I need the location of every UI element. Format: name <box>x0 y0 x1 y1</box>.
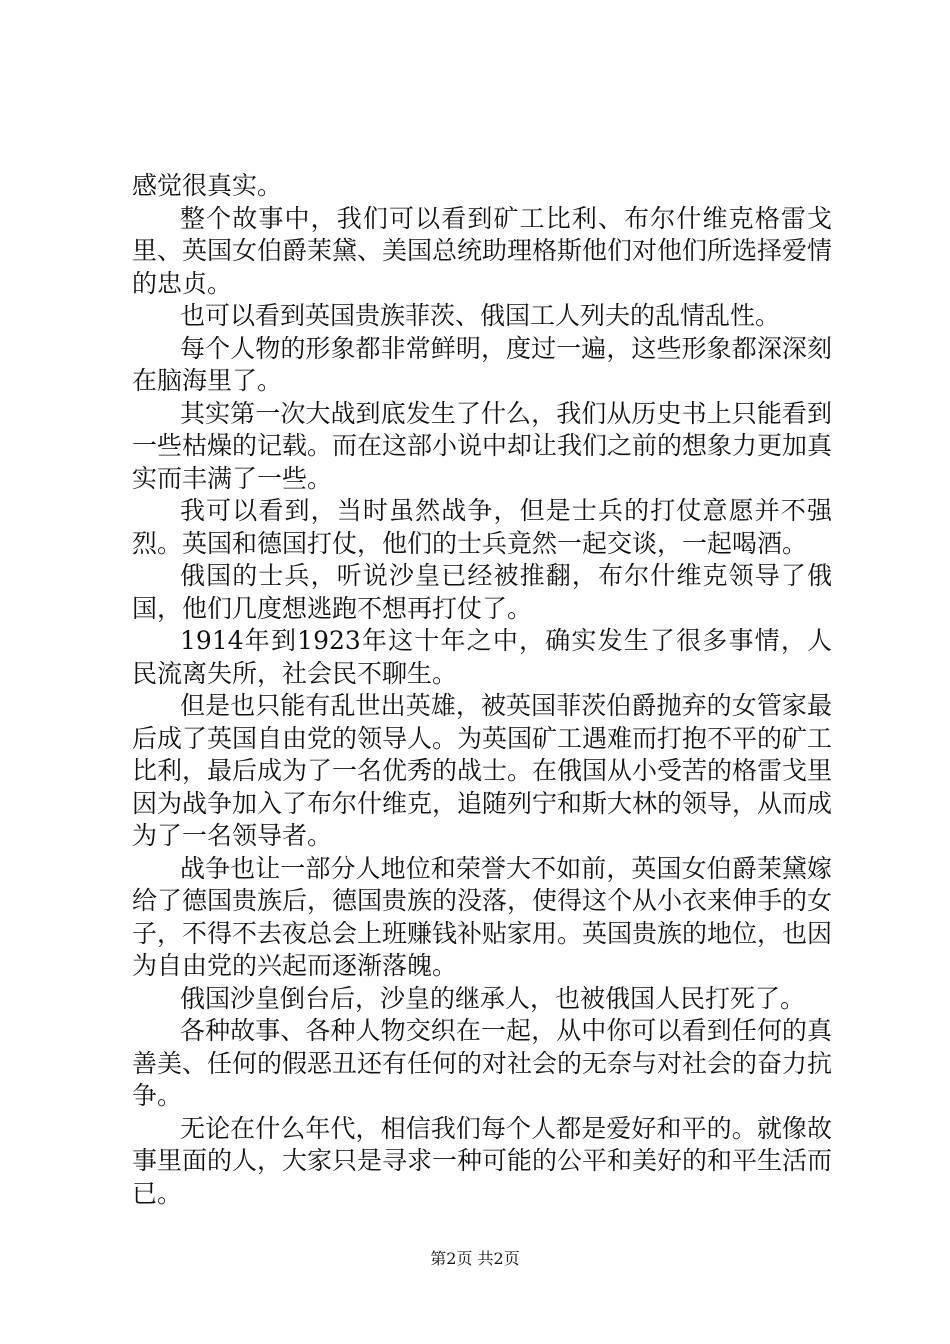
document-body <box>132 170 832 1210</box>
paragraph: 也可以看到英国贵族菲茨、俄国工人列夫的乱情乱性。 <box>180 301 781 330</box>
paragraph: 但是也只能有乱世出英雄，被英国菲茨伯爵抛弃的女管家最后成了英国自由党的领导人。为英国矿工遇难而打抱不平的矿工比利，最后成为了一名优秀的战士。在俄国从小受苦的格雷戈里因为战争加入了布尔什维克，追随列宁和斯大林的领导，从而成为了一名领导者。 <box>132 691 833 850</box>
paragraph: 其实第一次大战到底发生了什么，我们从历史书上只能看到一些枯燥的记载。而在这部小说中却让我们之前的想象力更加真实而丰满了一些。 <box>132 398 833 493</box>
page-number-footer: 第2页 共2页 <box>430 1249 520 1268</box>
paragraph: 每个人物的形象都非常鲜明，度过一遍，这些形象都深深刻在脑海里了。 <box>132 333 832 395</box>
paragraph: 无论在什么年代，相信我们每个人都是爱好和平的。就像故事里面的人，大家只是寻求一种可能的公平和美好的和平生活而已。 <box>132 1113 833 1208</box>
paragraph: 感觉很真实。 <box>132 171 283 200</box>
paragraph: 整个故事中，我们可以看到矿工比利、布尔什维克格雷戈里、英国女伯爵茉黛、美国总统助理格斯他们对他们所选择爱情的忠贞。 <box>132 203 833 298</box>
paragraph: 战争也让一部分人地位和荣誉大不如前，英国女伯爵茉黛嫁给了德国贵族后，德国贵族的没落，使得这个从小衣来伸手的女子，不得不去夜总会上班赚钱补贴家用。英国贵族的地位，也因为自由党的兴起而逐渐落魄。 <box>132 853 833 980</box>
paragraph: 各种故事、各种人物交织在一起，从中你可以看到任何的真善美、任何的假恶丑还有任何的对社会的无奈与对社会的奋力抗争。 <box>132 1016 833 1110</box>
paragraph: 俄国沙皇倒台后，沙皇的继承人，也被俄国人民打死了。 <box>180 983 806 1013</box>
paragraph: 俄国的士兵，听说沙皇已经被推翻，布尔什维克领导了俄国，他们几度想逃跑不想再打仗了。 <box>132 561 832 623</box>
paragraph: 我可以看到，当时虽然战争，但是士兵的打仗意愿并不强烈。英国和德国打仗，他们的士兵竟然一起交谈，一起喝酒。 <box>132 496 832 558</box>
paragraph: 1914年到1923年这十年之中，确实发生了很多事情，人民流离失所，社会民不聊生。 <box>132 626 832 688</box>
